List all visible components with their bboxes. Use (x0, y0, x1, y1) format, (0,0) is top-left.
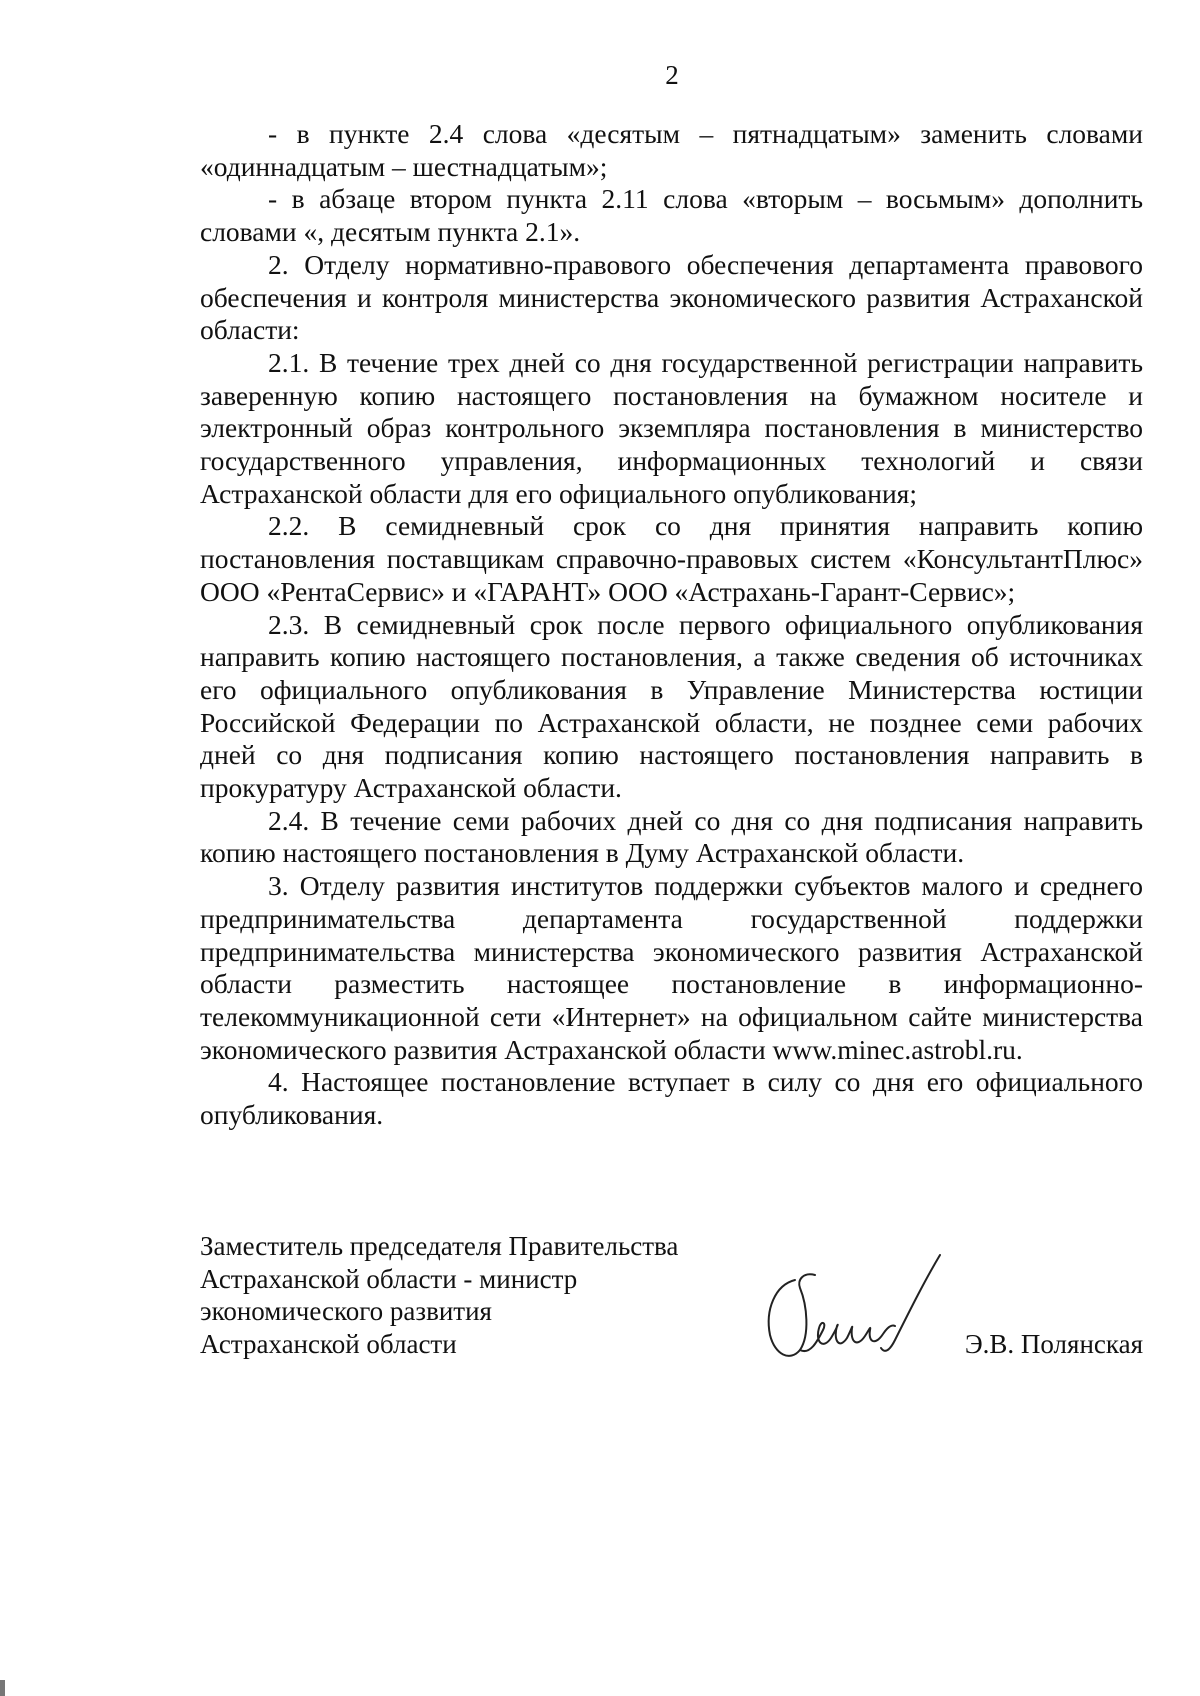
signatory-title-line: Заместитель председателя Правительства (200, 1231, 679, 1261)
page-number: 2 (665, 60, 679, 90)
signature-block (200, 1230, 1143, 1370)
paragraph: 4. Настоящее постановление вступает в силу со дня его официального опубликования. (200, 1066, 1143, 1131)
document-body (200, 118, 1143, 1132)
signatory-name: Э.В. Полянская (964, 1329, 1143, 1359)
paragraph: 2.4. В течение семи рабочих дней со дня со дня подписания направить копию настоящего постановления в Думу Астраханской области. (200, 804, 1143, 869)
scan-edge-mark (0, 1680, 5, 1696)
signatory-title (200, 1230, 678, 1360)
paragraph: 2.2. В семидневный срок со дня принятия направить копию постановления поставщикам справочно-правовых систем «КонсультантПлюс» ООО «РентаСервис» и «ГАРАНТ» ООО «Астрахань-Гарант-Сервис»; (200, 510, 1143, 607)
paragraph: - в пункте 2.4 слова «десятым – пятнадцатым» заменить словами «одиннадцатым – шестнадцатым»; (200, 118, 1143, 182)
signatory-title-line: Астраханской области (200, 1328, 457, 1359)
signatory-title-line: Астраханской области - министр (200, 1263, 578, 1294)
paragraph: 2.3. В семидневный срок после первого официального опубликования направить копию настоящего постановления, а также сведения об источниках его официального опубликования в Управление Министерства юстиции Российской Федерации по Астраханской области, не позднее семи рабочих дней со дня подписания копию настоящего постановления направить в прокуратуру Астраханской области. (200, 608, 1143, 804)
paragraph: 2.1. В течение трех дней со дня государственной регистрации направить заверенную копию настоящего постановления на бумажном носителе и электронный образ контрольного экземпляра постановления в министерство государственного управления, информационных технологий и связи Астраханской области для его официального опубликования; (200, 346, 1143, 509)
handwritten-signature (755, 1250, 945, 1380)
paragraph: - в абзаце втором пункта 2.11 слова «вторым – восьмым» дополнить словами «, десятым пункта 2.1». (200, 183, 1143, 248)
paragraph: 2. Отделу нормативно-правового обеспечения департамента правового обеспечения и контроля министерства экономического развития Астраханской области: (200, 248, 1143, 346)
paragraph: 3. Отделу развития институтов поддержки субъектов малого и среднего предпринимательства департамента государственной поддержки предпринимательства министерства экономического развития Астраханской области разместить настоящее постановление в информационно-телекоммуникационной сети «Интернет» на официальном сайте министерства экономического развития Астраханской области www.minec.astrobl.ru. (200, 870, 1143, 1065)
signatory-title-line: экономического развития (200, 1296, 492, 1326)
